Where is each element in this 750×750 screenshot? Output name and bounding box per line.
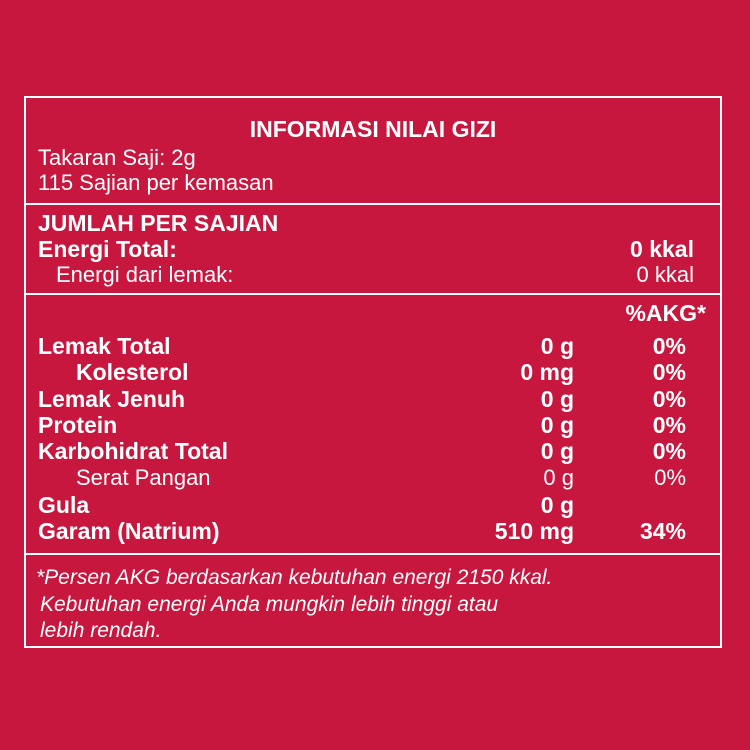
- footnote-line-1: *Persen AKG berdasarkan kebutuhan energi 2150 kkal.: [36, 566, 553, 589]
- nutrient-akg: 0%: [652, 438, 686, 464]
- servings-per-pack: 115 Sajian per kemasan: [38, 170, 274, 195]
- nutrient-label-serat-pangan: Serat Pangan: [76, 465, 211, 490]
- nutrient-akg: 0%: [654, 465, 686, 490]
- footnote-line-2: Kebutuhan energi Anda mungkin lebih tinggi atau: [40, 593, 499, 616]
- nutrient-amount: 0 g: [540, 333, 574, 359]
- nutrient-amount: 510 mg: [494, 518, 574, 544]
- nutrient-label-protein: Protein: [38, 412, 118, 438]
- nutrient-label-lemak-total: Lemak Total: [38, 333, 171, 359]
- nutrition-facts-panel: [24, 96, 722, 648]
- nutrient-label-lemak-jenuh: Lemak Jenuh: [38, 386, 185, 412]
- nutrient-amount: 0 g: [540, 492, 574, 518]
- divider: [26, 553, 720, 555]
- nutrient-akg: 0%: [652, 359, 686, 385]
- energy-total-value: 0 kkal: [630, 236, 694, 262]
- divider: [26, 203, 720, 205]
- nutrient-label-kolesterol: Kolesterol: [76, 359, 189, 385]
- akg-header: %AKG*: [625, 300, 706, 326]
- energy-fat-label: Energi dari lemak:: [56, 262, 234, 287]
- nutrient-amount: 0 g: [540, 386, 574, 412]
- nutrient-amount: 0 g: [543, 465, 574, 490]
- nutrient-akg: 0%: [652, 412, 686, 438]
- panel-title: INFORMASI NILAI GIZI: [249, 116, 497, 142]
- footnote-line-3: lebih rendah.: [40, 619, 162, 642]
- amount-per-serving-heading: JUMLAH PER SAJIAN: [38, 210, 279, 236]
- nutrient-label-gula: Gula: [38, 492, 90, 518]
- nutrient-akg: 0%: [652, 386, 686, 412]
- nutrient-amount: 0 mg: [520, 359, 574, 385]
- energy-fat-value: 0 kkal: [636, 262, 694, 287]
- divider: [26, 293, 720, 295]
- energy-total-label: Energi Total:: [38, 236, 177, 262]
- nutrient-amount: 0 g: [540, 438, 574, 464]
- serving-size: Takaran Saji: 2g: [38, 145, 196, 170]
- nutrient-akg: 34%: [639, 518, 686, 544]
- nutrient-label-karbohidrat-total: Karbohidrat Total: [38, 438, 228, 464]
- nutrient-label-garam-natrium: Garam (Natrium): [38, 518, 220, 544]
- nutrient-amount: 0 g: [540, 412, 574, 438]
- nutrient-akg: 0%: [652, 333, 686, 359]
